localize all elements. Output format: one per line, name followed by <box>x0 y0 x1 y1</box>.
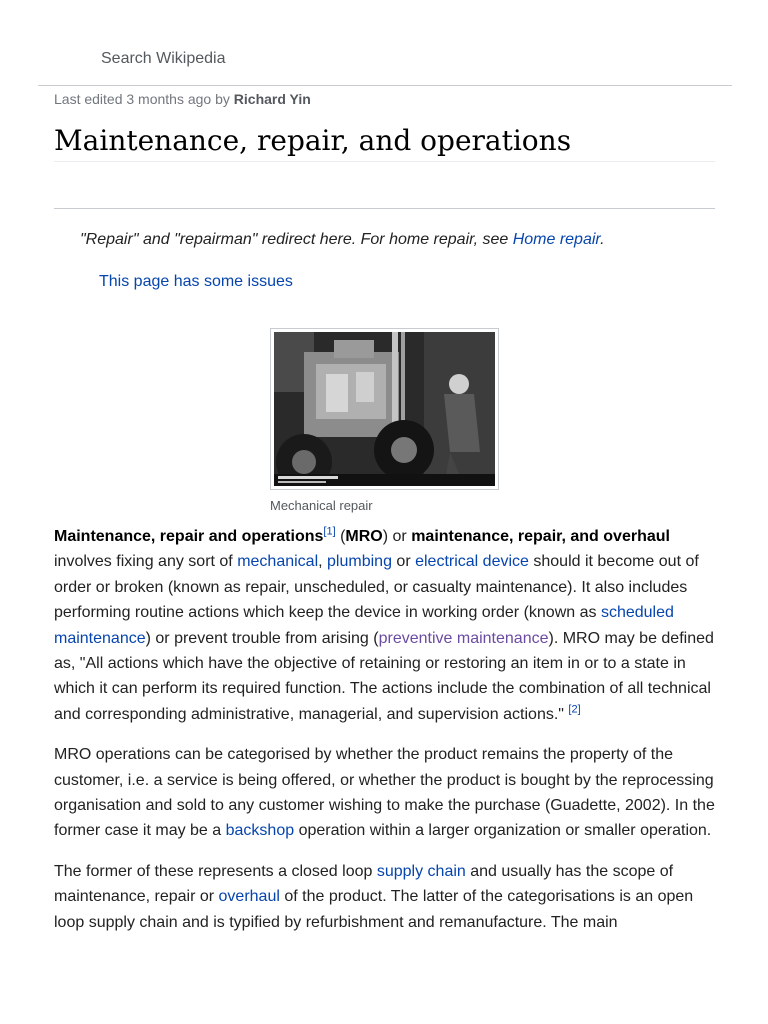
text: , <box>318 553 328 571</box>
article-body <box>54 524 718 950</box>
mechanic-photo <box>274 332 495 486</box>
mechanical-link[interactable]: mechanical <box>237 553 319 571</box>
preventive-maintenance-link[interactable]: preventive maintenance <box>378 629 549 647</box>
overhaul-link[interactable]: overhaul <box>218 888 280 906</box>
hatnote-suffix: . <box>600 231 605 248</box>
page-title: Maintenance, repair, and operations <box>54 124 715 162</box>
plumbing-link[interactable]: plumbing <box>327 553 392 571</box>
last-edited-text: Last edited 3 months ago by <box>54 91 234 107</box>
text: ). MRO may be defined as, "All actions which have the objective of retaining or restoring an item in or to a state in which it can perform its required function. The actions include the combination of all technical and corresponding administrative, managerial, and supervision actions." <box>54 629 714 723</box>
paragraph <box>54 742 718 844</box>
text: involves fixing any sort of <box>54 553 238 571</box>
paragraph <box>54 524 718 727</box>
bold-term: maintenance, repair, and overhaul <box>411 528 670 545</box>
hatnote <box>80 231 605 249</box>
last-edited-notice[interactable] <box>54 91 311 107</box>
search-input[interactable]: Search Wikipedia <box>101 50 226 67</box>
title-divider <box>54 208 715 209</box>
bold-term: MRO <box>345 528 383 545</box>
scheduled-maintenance-link[interactable]: scheduled maintenance <box>54 604 674 647</box>
editor-name: Richard Yin <box>233 91 311 107</box>
supply-chain-link[interactable]: supply chain <box>376 862 466 880</box>
text: and usually has the scope of maintenance, repair or <box>54 862 674 906</box>
text: The former of these represents a closed loop <box>54 862 377 880</box>
mechanical-repair-image[interactable] <box>270 328 499 490</box>
search-bar[interactable] <box>38 38 732 86</box>
text: ) or <box>382 528 412 545</box>
hatnote-text: "Repair" and "repairman" redirect here. For home repair, see <box>80 231 513 248</box>
page-issues-link[interactable]: This page has some issues <box>99 273 293 290</box>
text: of the product. The latter of the categorisations is an open loop supply chain and is typified by refurbishment and remanufacture. The main <box>54 888 694 931</box>
reference-link[interactable]: [1] <box>323 525 336 538</box>
bold-term: Maintenance, repair and operations <box>54 528 324 545</box>
text: operation within a larger organization or smaller operation. <box>294 822 712 840</box>
backshop-link[interactable]: backshop <box>225 822 295 840</box>
text: should it become out of order or broken (known as repair, unscheduled, or casualty maintenance). It also includes performing routine actions which keep the device in working order (known as <box>54 553 699 622</box>
electrical-device-link[interactable]: electrical device <box>415 553 529 571</box>
text: MRO operations can be categorised by whether the product remains the property of the customer, i.e. a service is being offered, or whether the product is bought by the reprocessing organisation and sold to any customer wishing to make the purchase (Guadette, 2002). In the former case it may be a <box>54 746 715 840</box>
paragraph <box>54 859 718 935</box>
text: ( <box>335 528 346 545</box>
home-repair-link[interactable]: Home repair <box>512 231 601 248</box>
image-caption: Mechanical repair <box>270 498 373 513</box>
text: or <box>391 553 416 571</box>
text: ) or prevent trouble from arising ( <box>145 629 379 647</box>
reference-link[interactable]: [2] <box>568 703 581 716</box>
